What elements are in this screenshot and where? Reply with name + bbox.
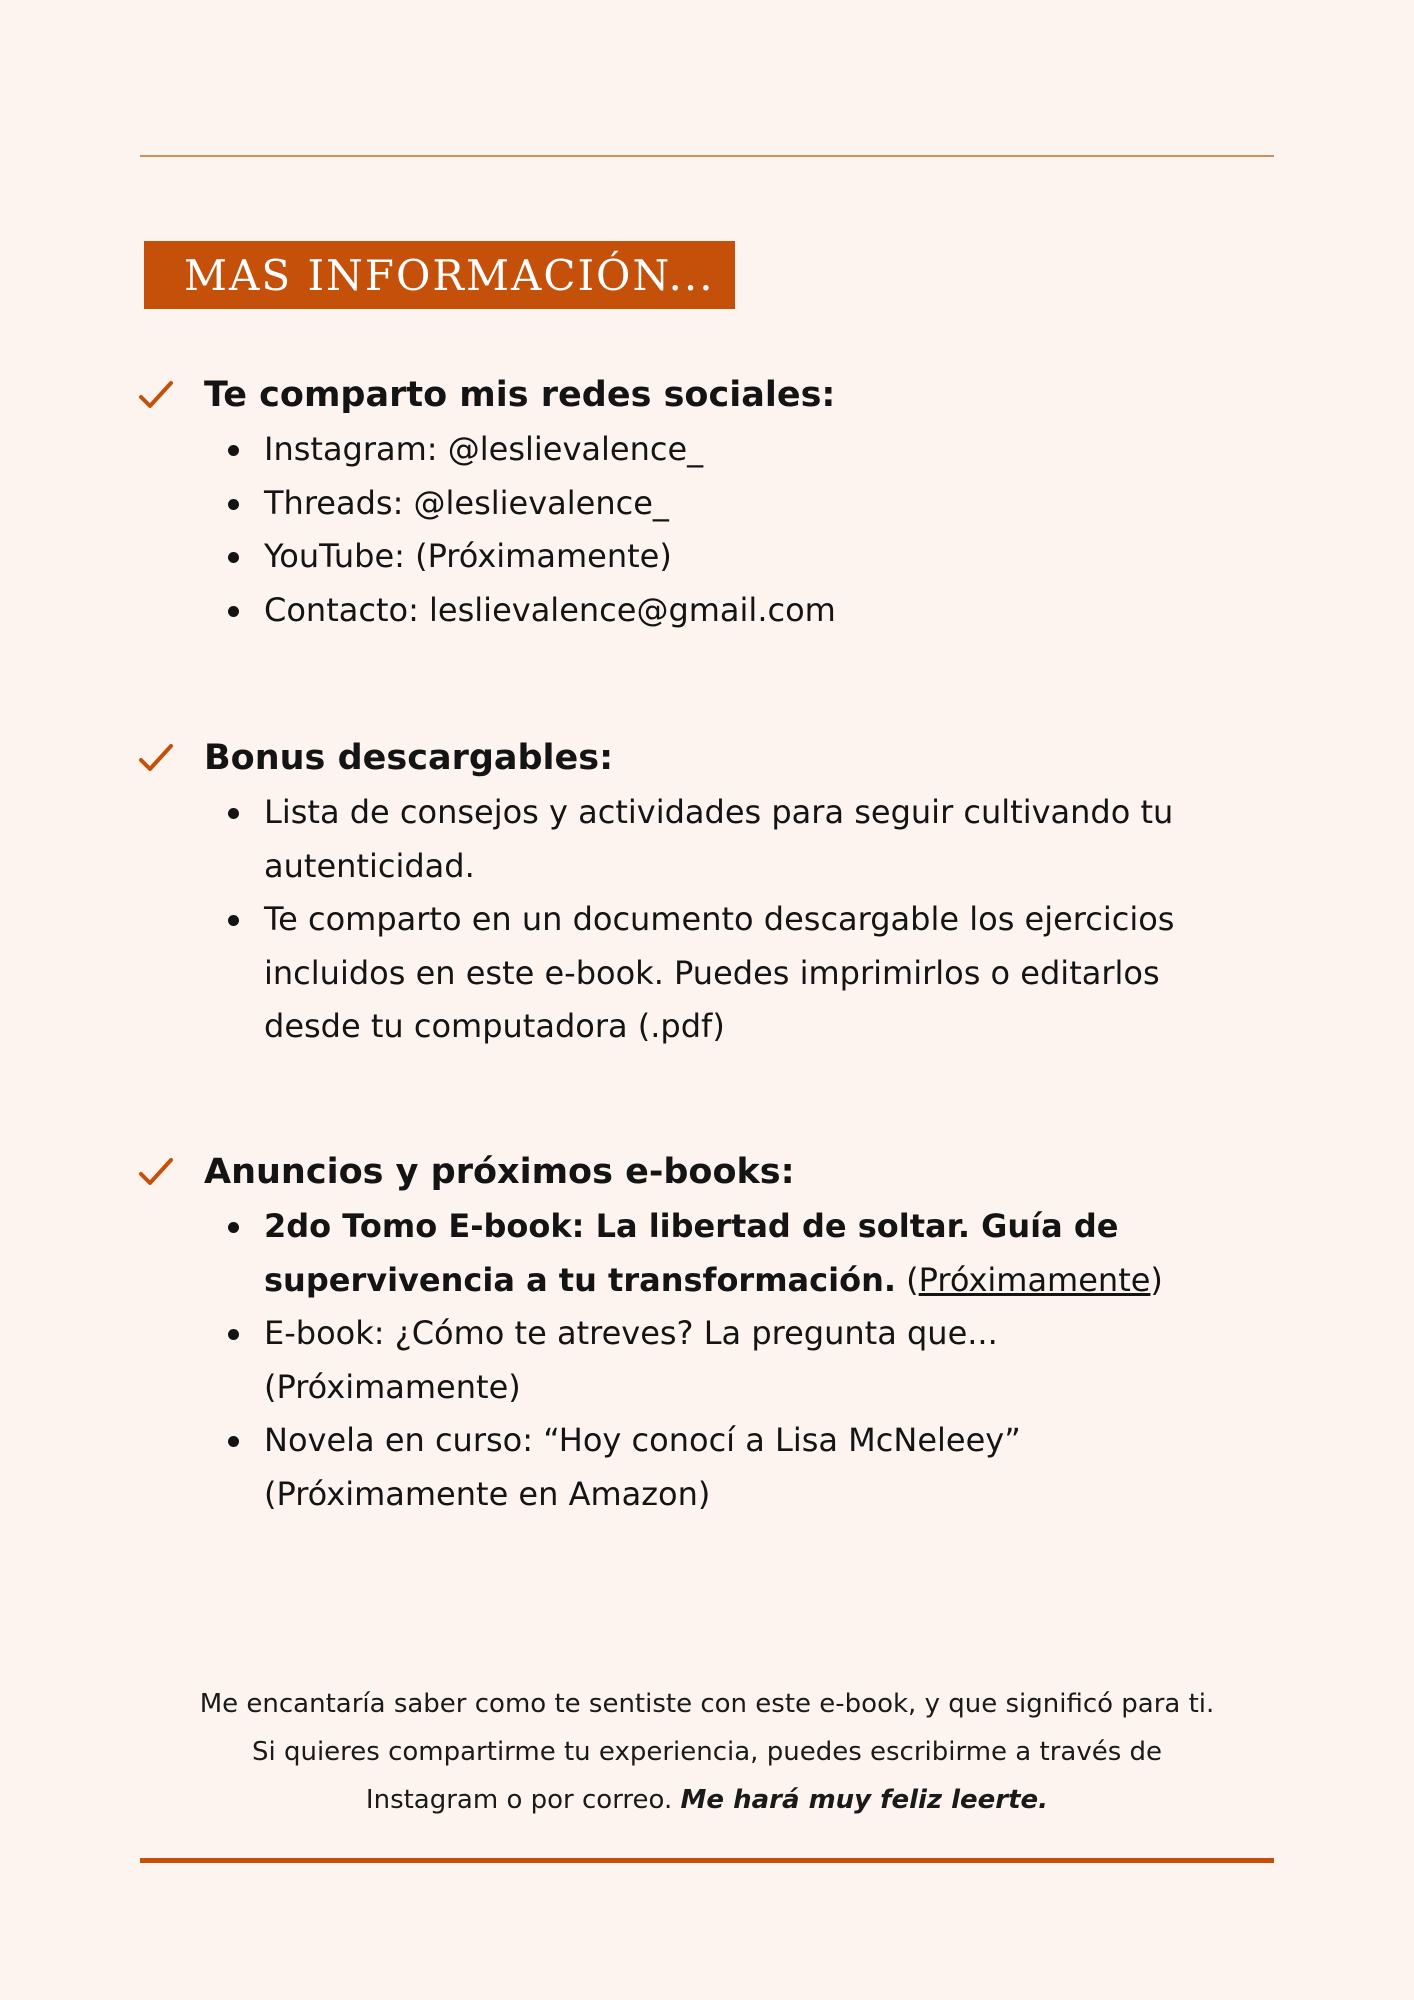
closing-line-2: Si quieres compartirme tu experiencia, puedes escribirme a través de [251, 1737, 1163, 1767]
closing-emphasis: Me hará muy feliz leerte. [680, 1785, 1049, 1815]
banner-title: MAS INFORMACIÓN... [184, 250, 715, 300]
section-title: Bonus descargables: [204, 738, 614, 778]
section-banner [144, 241, 735, 309]
list-item: 2do Tomo E-book: La libertad de soltar. Guía de supervivencia a tu transformación. (Próximamente) [264, 1200, 1164, 1307]
top-divider [140, 155, 1274, 157]
section-header [136, 1148, 1276, 1200]
closing-line-3: Instagram o por correo. Me hará muy feliz leerte. [365, 1785, 1049, 1815]
bottom-divider [140, 1858, 1274, 1863]
list-item: Novela en curso: “Hoy conocí a Lisa McNeleey” (Próximamente en Amazon) [264, 1414, 1164, 1521]
section-header [136, 371, 1276, 423]
bullet [228, 552, 239, 563]
section-title: Anuncios y próximos e-books: [204, 1152, 795, 1192]
bullet [228, 1329, 239, 1340]
list-item: Te comparto en un documento descargable los ejercicios incluidos en este e-book. Puedes imprimirlos o editarlos desde tu computadora (.pdf) [264, 893, 1264, 1054]
bullet [228, 606, 239, 617]
list-item: Instagram: @leslievalence_ [264, 423, 1274, 477]
bonus-list [264, 786, 1264, 1054]
section-title: Te comparto mis redes sociales: [204, 375, 836, 415]
section-header [136, 734, 1276, 786]
section-bonus [136, 734, 1276, 1054]
announcements-list [264, 1200, 1164, 1521]
section-social [136, 371, 1276, 637]
list-item: Threads: @leslievalence_ [264, 477, 1274, 531]
bullet [228, 915, 239, 926]
checkmark-icon [136, 375, 176, 415]
bullet [228, 1436, 239, 1447]
bullet [228, 1222, 239, 1233]
bullet [228, 808, 239, 819]
closing-line-1: Me encantaría saber como te sentiste con este e-book, y que significó para ti. [199, 1689, 1215, 1719]
list-item: Lista de consejos y actividades para seguir cultivando tu autenticidad. [264, 786, 1264, 893]
section-announcements [136, 1148, 1276, 1521]
checkmark-icon [136, 738, 176, 778]
list-item: Contacto: leslievalence@gmail.com [264, 584, 1274, 638]
list-item: YouTube: (Próximamente) [264, 530, 1274, 584]
list-item: E-book: ¿Cómo te atreves? La pregunta que... (Próximamente) [264, 1307, 1164, 1414]
social-list [264, 423, 1274, 637]
bullet [228, 445, 239, 456]
bullet [228, 499, 239, 510]
checkmark-icon [136, 1152, 176, 1192]
proximamente-link[interactable]: Próximamente [918, 1260, 1151, 1299]
closing-note [140, 1680, 1274, 1824]
